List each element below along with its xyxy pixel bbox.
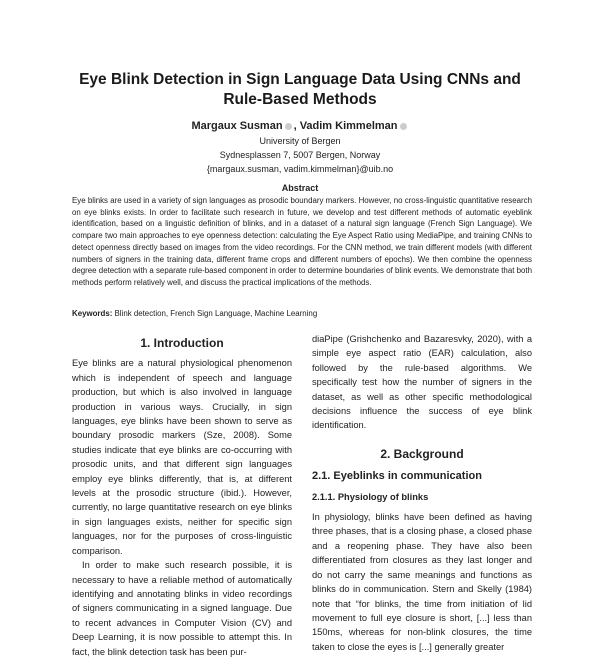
abstract-heading: Abstract — [281, 183, 319, 193]
author-name: Margaux Susman — [191, 120, 283, 132]
paragraph: In order to make such research possible, it is necessary to have a reliable method of automatically identifying and annotating blinks in video recordings of signers communicating in a signed language. Due to recent advances in Computer Vision (CV) and Deep Learning, it is now possible to attempt this. In fact, the blink detection task has been pur- — [72, 560, 292, 657]
keywords — [72, 309, 317, 318]
affiliation — [60, 134, 540, 176]
address: Sydnesplassen 7, 5007 Bergen, Norway — [219, 150, 381, 160]
university: University of Bergen — [259, 136, 341, 146]
orcid-icon[interactable] — [285, 123, 292, 130]
left-column — [72, 336, 292, 659]
subsubsection-heading: 2.1.1. Physiology of blinks — [312, 491, 429, 502]
keywords-text: Blink detection, French Sign Language, Machine Learning — [114, 309, 318, 318]
orcid-icon[interactable] — [400, 123, 407, 130]
section-heading: 1. Introduction — [140, 336, 224, 350]
paragraph: diaPipe (Grishchenko and Bazaresvky, 2020), with a simple eye aspect ratio (EAR) calculation, also followed by the rule-based algorithms. We specifically test how the number of signers in the dataset, as well as other specific methodological decisions influence the success of eye blink identification. — [312, 334, 532, 431]
paragraph: Eye blinks are a natural physiological phenomenon which is independent of speech and language production, but which is also involved in language production in various ways. Crucially, in sign languages, eye blinks have been shown to serve as boundary prosodic markers (Sze, 2008). Some studies indicate that eye blinks are co-occurring with prosodic units, and that different sign languages employ eye blinks differently, that is, at different levels at the prosodic structure (ibid.). However, currently, no large quantitative research on eye blinks in sign languages exists, neither for specific sign languages, nor for the purposes of cross-linguistic comparison. — [72, 358, 292, 556]
authors: Margaux Susman , Vadim Kimmelman — [60, 120, 540, 132]
author-name: Vadim Kimmelman — [299, 120, 398, 132]
right-column — [312, 332, 532, 654]
keywords-label: Keywords: — [72, 309, 113, 318]
abstract-text: Eye blinks are used in a variety of sign languages as prosodic boundary markers. However, no cross-linguistic quantitative research on eye blinks exists. In order to facilitate such research in future, we develop and test different methods of automatic eyeblink identification, based on a linguistic definition of blinks, and in a dataset of a natural sign language (French Sign Language). We compare two main approaches to eye openness detection: calculating the Eye Aspect Ratio using MediaPipe, and training CNNs to detect openness directly based on images from the video recordings. For the CNN method, we train different models (with different numbers of signers in the training data, different frame crops and different numbers of epochs). We then combine the openness degree detection with a separate rule-based component in order to determine boundaries of blink events. We demonstrate that both methods perform relatively well, and discuss the practical implications of the methods. — [72, 196, 532, 287]
paper-title: Eye Blink Detection in Sign Language Data Using CNNs and Rule-Based Methods — [79, 71, 521, 108]
emails: {margaux.susman, vadim.kimmelman}@uib.no — [206, 164, 394, 174]
paragraph: In physiology, blinks have been defined as having three phases, that is a closing phase, a closed phase and a reopening phase. They have also been differentiated from closures as they last longer and do not carry the same meanings and functions as blinks do in communication. Stern and Skelly (1984) note that “for blinks, the time from initiation of lid movement to full eye closure is short, [...] less than 150ms, whereas for non-blink closures, the time taken to close the eyes is [...] generally greater — [312, 512, 532, 652]
section-heading: 2. Background — [380, 446, 464, 461]
subsection-heading: 2.1. Eyeblinks in communication — [312, 470, 482, 483]
